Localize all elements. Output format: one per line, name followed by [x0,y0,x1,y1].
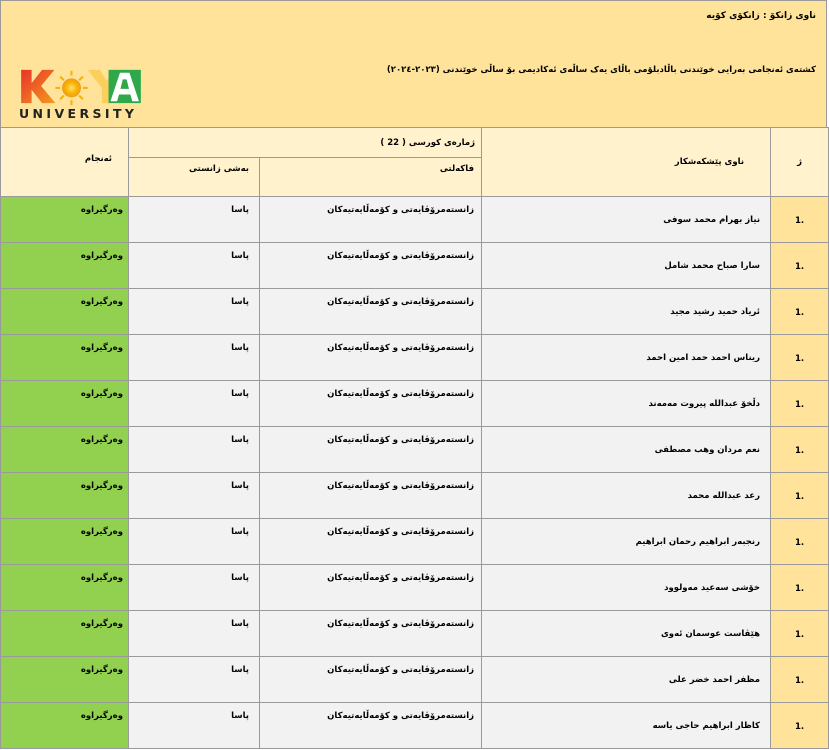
grade-text: پاسا [231,251,249,261]
result-text: وەرگیراوە [80,527,123,537]
grade-cell [129,427,260,473]
table-row [1,335,829,381]
applicant-name-text: ریناس احمد حمد امین احمد [646,352,761,363]
row-number-text: 1. [794,216,805,226]
applicant-name-cell [482,657,771,703]
row-number-cell [771,473,829,519]
grade-text: پاسا [231,619,249,629]
logo-sun-icon [55,71,87,105]
logo-letter-k [21,70,55,103]
header-college: فاکەلتی [260,158,482,197]
report-header [0,0,827,127]
row-number-cell [771,565,829,611]
row-number-cell [771,427,829,473]
grade-cell [129,565,260,611]
result-text: وەرگیراوە [80,619,123,629]
result-text: وەرگیراوە [80,573,123,583]
college-text: زانستەمرۆڤایەتی و کۆمەڵایەتیەکان [327,665,475,675]
applicant-name-text: ئریاد حمید رشید مجید [670,306,761,317]
grade-text: پاسا [231,343,249,353]
result-cell [1,473,129,519]
applicant-name-text: دڵخۆ عبدالله پیروت مەمەند [648,398,761,409]
koya-logo-mark [16,67,146,105]
grade-cell [129,289,260,335]
row-number-text: 1. [794,630,805,640]
applicant-name-cell [482,197,771,243]
grade-text: پاسا [231,481,249,491]
result-text: وەرگیراوە [80,389,123,399]
result-cell [1,197,129,243]
header-course-count: ژمارەی کورسی ( 22 ) [129,128,482,158]
college-cell [260,565,482,611]
grade-text: پاسا [231,573,249,583]
grade-cell [129,197,260,243]
result-cell [1,381,129,427]
college-cell [260,427,482,473]
applicant-name-text: نعم مردان وهب مصطفى [654,444,761,455]
result-cell [1,335,129,381]
applicant-name-cell [482,703,771,749]
result-text: وەرگیراوە [80,665,123,675]
grade-text: پاسا [231,665,249,675]
college-cell [260,473,482,519]
grade-cell [129,381,260,427]
row-number-text: 1. [794,722,805,732]
college-text: زانستەمرۆڤایەتی و کۆمەڵایەتیەکان [327,619,475,629]
applicant-name-cell [482,565,771,611]
result-text: وەرگیراوە [80,435,123,445]
grade-text: پاسا [231,297,249,307]
applicant-name-cell [482,473,771,519]
grade-cell [129,335,260,381]
college-text: زانستەمرۆڤایەتی و کۆمەڵایەتیەکان [327,481,475,491]
row-number-text: 1. [794,354,805,364]
grade-cell [129,519,260,565]
table-row [1,243,829,289]
college-text: زانستەمرۆڤایەتی و کۆمەڵایەتیەکان [327,205,475,215]
table-row [1,197,829,243]
result-text: وەرگیراوە [80,251,123,261]
header-result: ئەنجام [1,128,129,197]
logo-wordmark: UNIVERSITY [19,106,138,121]
grade-cell [129,473,260,519]
college-cell [260,657,482,703]
result-text: وەرگیراوە [80,297,123,307]
table-row [1,611,829,657]
table-row [1,427,829,473]
result-text: وەرگیراوە [80,711,123,721]
result-cell [1,289,129,335]
row-number-cell [771,381,829,427]
row-number-text: 1. [794,538,805,548]
result-cell [1,519,129,565]
koya-university-logo [16,67,146,121]
result-cell [1,611,129,657]
result-cell [1,703,129,749]
grade-cell [129,611,260,657]
applicant-name-cell [482,427,771,473]
row-number-cell [771,335,829,381]
applicant-name-cell [482,611,771,657]
grade-text: پاسا [231,205,249,215]
results-table [0,127,829,749]
header-number: ژ [771,128,829,197]
college-text: زانستەمرۆڤایەتی و کۆمەڵایەتیەکان [327,389,475,399]
applicant-name-text: کاظار ابراهیم حاجی یاسە [652,720,761,731]
row-number-cell [771,243,829,289]
applicant-name-text: خۆشی سەعید مەولوود [664,582,761,593]
applicant-name-cell [482,335,771,381]
row-number-text: 1. [794,400,805,410]
result-cell [1,243,129,289]
result-text: وەرگیراوە [80,343,123,353]
result-text: وەرگیراوە [80,205,123,215]
result-cell [1,565,129,611]
grade-text: پاسا [231,527,249,537]
row-number-cell [771,519,829,565]
college-cell [260,289,482,335]
table-row [1,473,829,519]
table-row [1,565,829,611]
row-number-cell [771,289,829,335]
logo-letter-a [109,70,141,103]
applicant-name-text: رعد عبدالله محمد [687,490,761,501]
college-text: زانستەمرۆڤایەتی و کۆمەڵایەتیەکان [327,251,475,261]
college-text: زانستەمرۆڤایەتی و کۆمەڵایەتیەکان [327,435,475,445]
result-cell [1,657,129,703]
row-number-cell [771,657,829,703]
table-row [1,703,829,749]
applicant-name-text: هێڤاست عوسمان ئەوی [661,628,761,639]
grade-text: پاسا [231,389,249,399]
college-cell [260,381,482,427]
applicant-name-cell [482,289,771,335]
college-cell [260,703,482,749]
grade-cell [129,703,260,749]
applicant-name-text: نیاز بهرام محمد سوفی [663,214,761,225]
result-cell [1,427,129,473]
row-number-text: 1. [794,308,805,318]
college-text: زانستەمرۆڤایەتی و کۆمەڵایەتیەکان [327,711,475,721]
grade-cell [129,657,260,703]
college-cell [260,519,482,565]
table-row [1,381,829,427]
row-number-text: 1. [794,676,805,686]
table-row [1,657,829,703]
row-number-text: 1. [794,492,805,502]
row-number-text: 1. [794,446,805,456]
grade-text: پاسا [231,435,249,445]
row-number-text: 1. [794,262,805,272]
college-cell [260,243,482,289]
college-text: زانستەمرۆڤایەتی و کۆمەڵایەتیەکان [327,343,475,353]
table-row [1,519,829,565]
college-text: زانستەمرۆڤایەتی و کۆمەڵایەتیەکان [327,297,475,307]
college-label: ناوی زانکۆ : زانکۆی کۆیە [706,11,816,21]
row-number-cell [771,611,829,657]
college-cell [260,197,482,243]
grade-cell [129,243,260,289]
applicant-name-cell [482,381,771,427]
row-number-cell [771,703,829,749]
table-row [1,289,829,335]
header-grade-section: بەشی زانستی [129,158,260,197]
applicant-name-cell [482,243,771,289]
row-number-text: 1. [794,584,805,594]
applicant-name-text: سارا صباح محمد شامل [664,260,761,271]
applicant-name-text: رنجبەر ابراهیم رحمان ابراهیم [635,536,761,547]
header-applicant-name: ناوی پێشکەشکار [482,128,771,197]
row-number-cell [771,197,829,243]
college-cell [260,335,482,381]
college-text: زانستەمرۆڤایەتی و کۆمەڵایەتیەکان [327,573,475,583]
grade-text: پاسا [231,711,249,721]
applicant-name-text: مظفر احمد خضر علی [668,674,761,685]
report-title: کشتەی ئەنجامی بەرایی خوێندنی باڵادبلۆمی باڵای یەک ساڵەی ئەکادیمی بۆ ساڵی خوێندنی (٢٠٢٣-٢٠٢٤) [386,65,816,75]
college-cell [260,611,482,657]
applicant-name-cell [482,519,771,565]
result-text: وەرگیراوە [80,481,123,491]
college-text: زانستەمرۆڤایەتی و کۆمەڵایەتیەکان [327,527,475,537]
